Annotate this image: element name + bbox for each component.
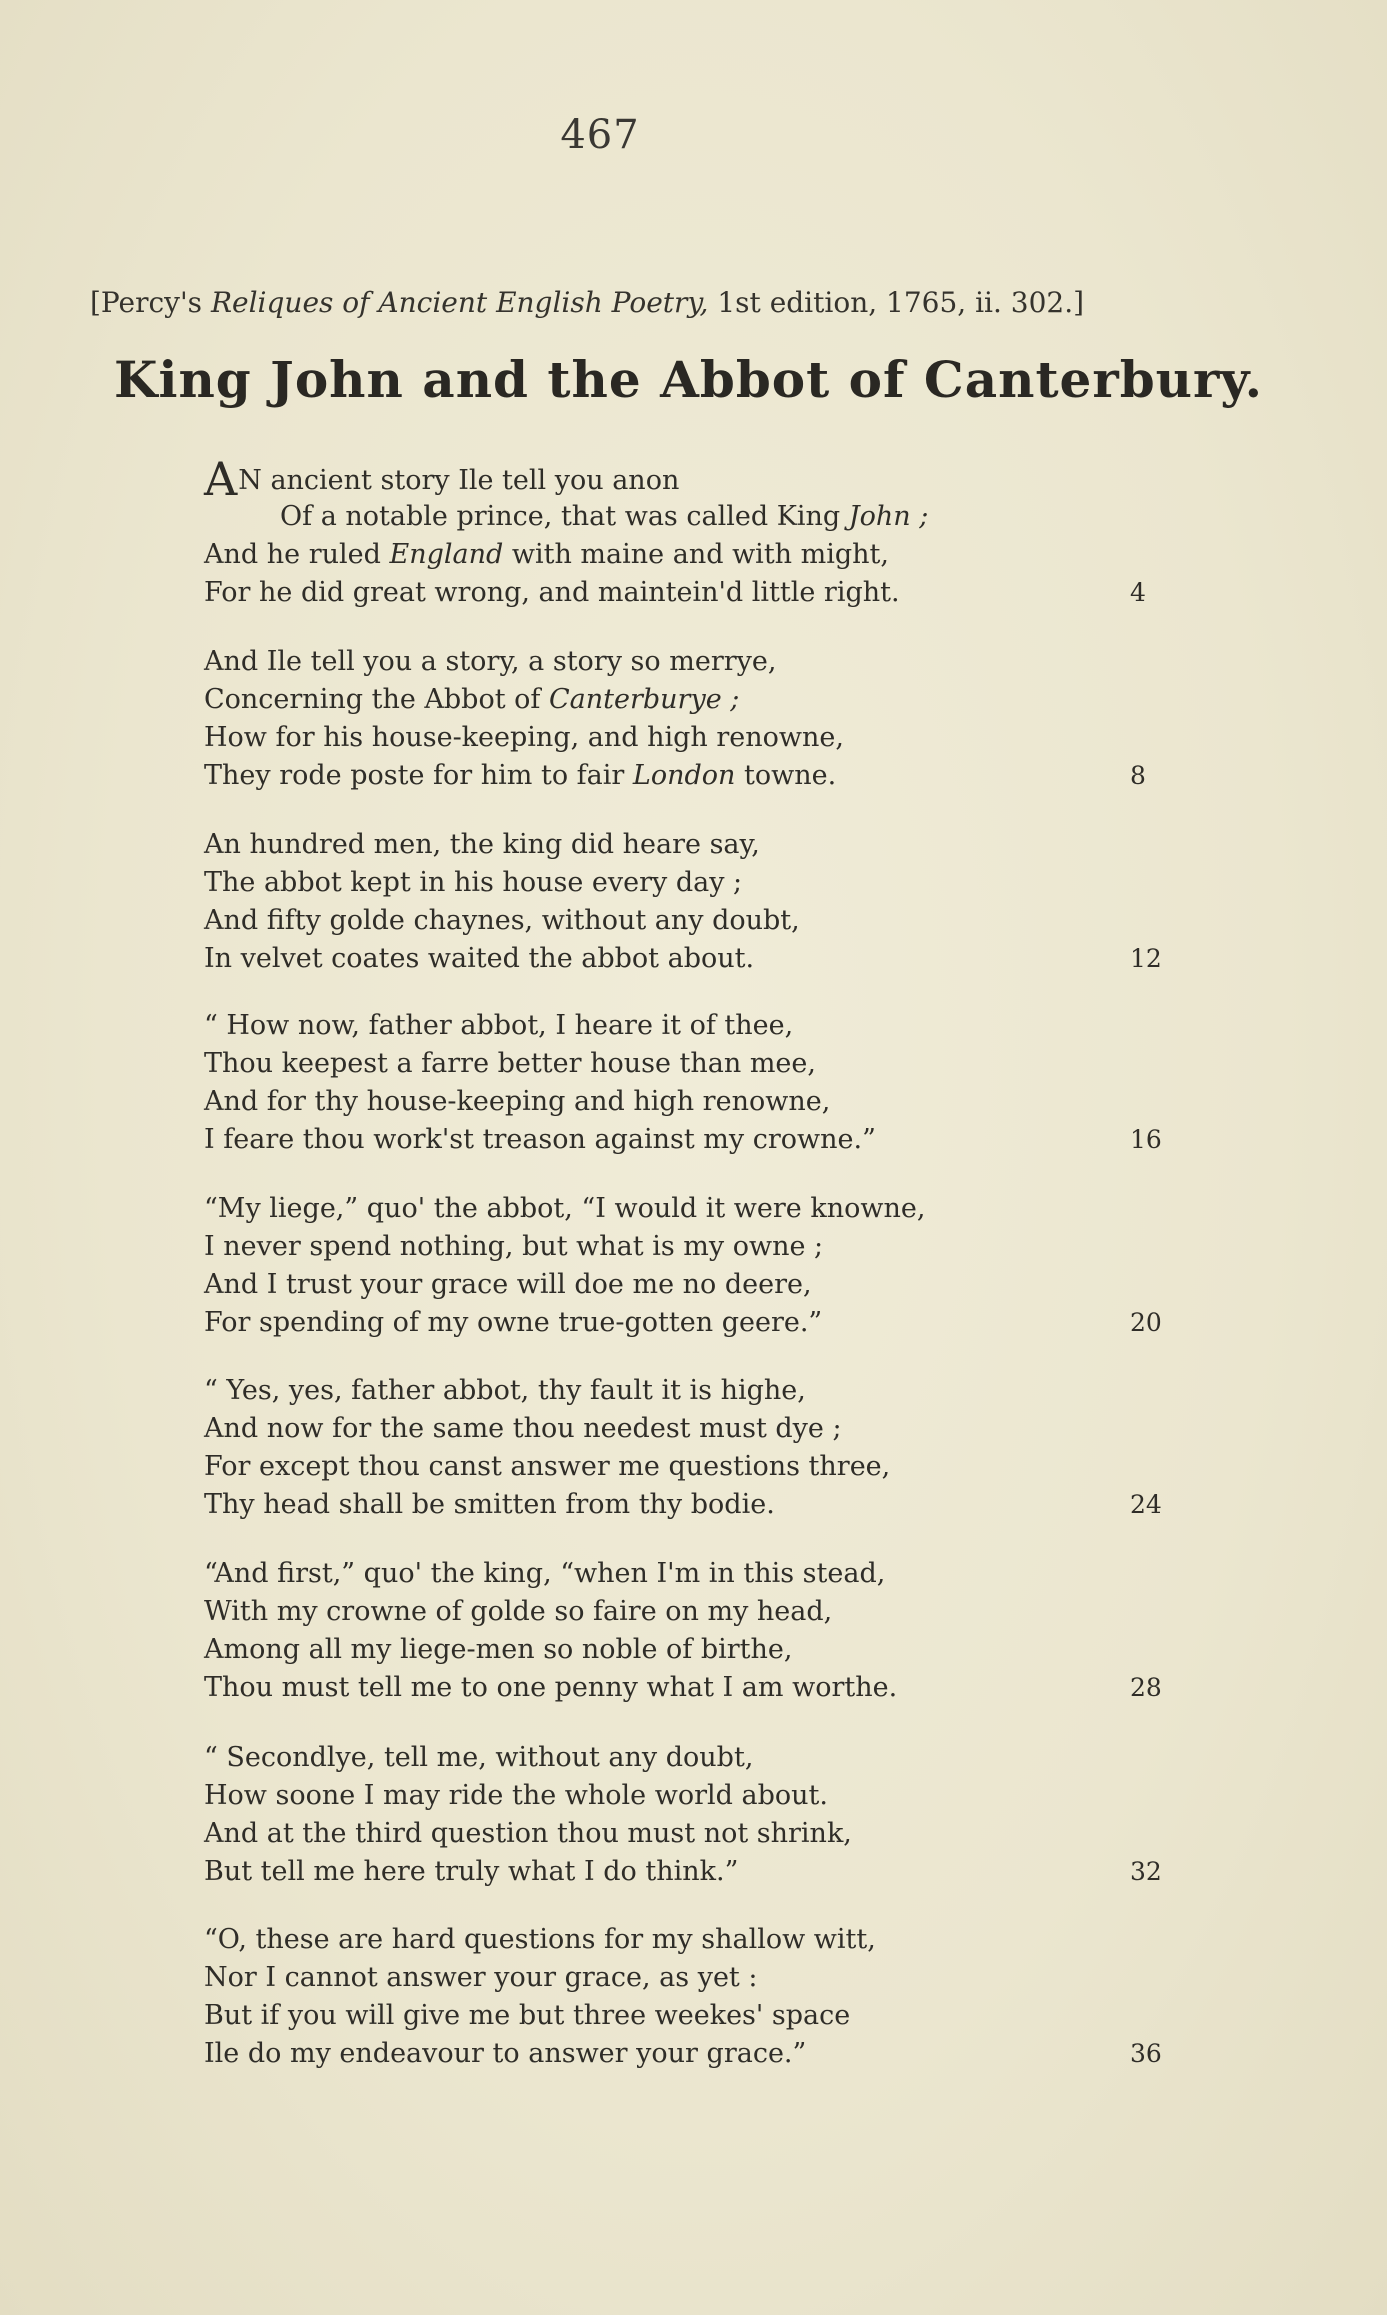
poem-line [204,1486,1204,1524]
poem-line [204,1228,1204,1266]
stanza [204,826,1204,978]
drop-cap: A [204,452,238,506]
poem-line [204,452,1204,506]
stanza [204,1739,1204,1891]
poem-line [204,1853,1204,1891]
line-number: 32 [1130,1857,1162,1886]
line-text: But tell me here truly what I do think.” [204,1856,739,1887]
poem-line [204,498,1204,536]
poem-line [204,2035,1204,2073]
poem-line [204,940,1204,978]
stanza [204,1921,1204,2073]
line-number: 36 [1130,2039,1162,2068]
line-text: In velvet coates waited the abbot about. [204,943,755,974]
line-number: 12 [1130,944,1162,973]
line-text: For he did great wrong, and maintein'd little right. [204,577,900,608]
citation-title: Reliques of Ancient English Poetry, [210,286,709,319]
poem-line [204,1372,1204,1410]
line-text: And for thy house-keeping and high renowne, [204,1086,831,1117]
stanza [204,1007,1204,1159]
poem-line [204,1448,1204,1486]
poem-line [204,1555,1204,1593]
line-number: 20 [1130,1308,1162,1337]
poem-line [204,1739,1204,1777]
poem-line [204,1631,1204,1669]
line-number: 4 [1130,578,1146,607]
line-text: Ile do my endeavour to answer your grace.” [204,2038,807,2069]
poem-line [204,1959,1204,1997]
stanza [204,643,1204,795]
poem-line [204,1045,1204,1083]
poem-line [204,1777,1204,1815]
line-text: And I trust your grace will doe me no deere, [204,1269,812,1300]
line-text: Thou must tell me to one penny what I am worthe. [204,1672,898,1703]
line-text: For spending of my owne true-gotten geere.” [204,1307,823,1338]
line-number: 28 [1130,1673,1162,1702]
poem-line [204,757,1204,795]
stanza [204,1372,1204,1524]
line-text: And he ruled [204,539,390,570]
poem-line [204,1190,1204,1228]
line-text: How soone I may ride the whole world about. [204,1780,828,1811]
line-text: And fifty golde chaynes, without any doubt, [204,905,800,936]
poem-line [204,902,1204,940]
line-text: An hundred men, the king did heare say, [204,829,760,860]
italic-text: John ; [848,501,929,532]
poem-line [204,1007,1204,1045]
line-text: The abbot kept in his house every day ; [204,867,743,898]
line-number: 24 [1130,1490,1162,1519]
line-text: Concerning the Abbot of [204,684,549,715]
line-text: I never spend nothing, but what is my owne ; [204,1231,824,1262]
poem-line [204,826,1204,864]
line-text: “ Secondlye, tell me, without any doubt, [204,1742,754,1773]
citation-suffix: 1st edition, 1765, ii. 302.] [708,286,1085,319]
line-text: with maine and with might, [503,539,889,570]
line-text: And Ile tell you a story, a story so merrye, [204,646,777,677]
line-text: Thou keepest a farre better house than mee, [204,1048,816,1079]
line-text: But if you will give me but three weekes' space [204,2000,851,2031]
line-number: 8 [1130,761,1146,790]
line-text: Nor I cannot answer your grace, as yet : [204,1962,758,1993]
line-text: “And first,” quo' the king, “when I'm in this stead, [204,1558,886,1589]
poem-line [204,681,1204,719]
poem-line [204,1921,1204,1959]
poem-line [204,864,1204,902]
poem-line [204,1815,1204,1853]
line-text: “ Yes, yes, father abbot, thy fault it is highe, [204,1375,806,1406]
poem-line [204,1669,1204,1707]
line-text: N ancient story Ile tell you anon [238,465,680,496]
poem-line [204,719,1204,757]
line-text: “My liege,” quo' the abbot, “I would it were knowne, [204,1193,926,1224]
citation-prefix: [Percy's [90,286,211,319]
poem-line [204,536,1204,574]
stanza [204,1555,1204,1707]
italic-text: England [389,539,504,570]
line-text: Among all my liege-men so noble of birthe, [204,1634,793,1665]
poem-line [204,1304,1204,1342]
line-text: And now for the same thou needest must dye ; [204,1413,842,1444]
italic-text: London [632,760,736,791]
line-text: How for his house-keeping, and high renowne, [204,722,844,753]
line-number: 16 [1130,1125,1162,1154]
poem-line [204,1410,1204,1448]
poem-line [204,1121,1204,1159]
poem-line [204,1997,1204,2035]
line-text: For except thou canst answer me questions three, [204,1451,891,1482]
poem-line [204,1593,1204,1631]
poem-title: King John and the Abbot of Canterbury. [114,350,1264,409]
line-text: With my crowne of golde so faire on my head, [204,1596,833,1627]
poem-line [204,1083,1204,1121]
line-text: Of a notable prince, that was called King [280,501,849,532]
line-text: Thy head shall be smitten from thy bodie. [204,1489,775,1520]
line-text: And at the third question thou must not shrink, [204,1818,852,1849]
page-number: 467 [560,112,640,158]
line-text: They rode poste for him to fair [204,760,633,791]
source-citation [90,286,1190,319]
poem-line [204,643,1204,681]
line-text: “O, these are hard questions for my shallow witt, [204,1924,876,1955]
poem-line [204,1266,1204,1304]
italic-text: Canterburye ; [548,684,740,715]
line-text: “ How now, father abbot, I heare it of thee, [204,1010,794,1041]
line-text: I feare thou work'st treason against my crowne.” [204,1124,876,1155]
poem-line [204,574,1204,612]
stanza [204,452,1204,612]
line-text: towne. [735,760,837,791]
stanza [204,1190,1204,1342]
